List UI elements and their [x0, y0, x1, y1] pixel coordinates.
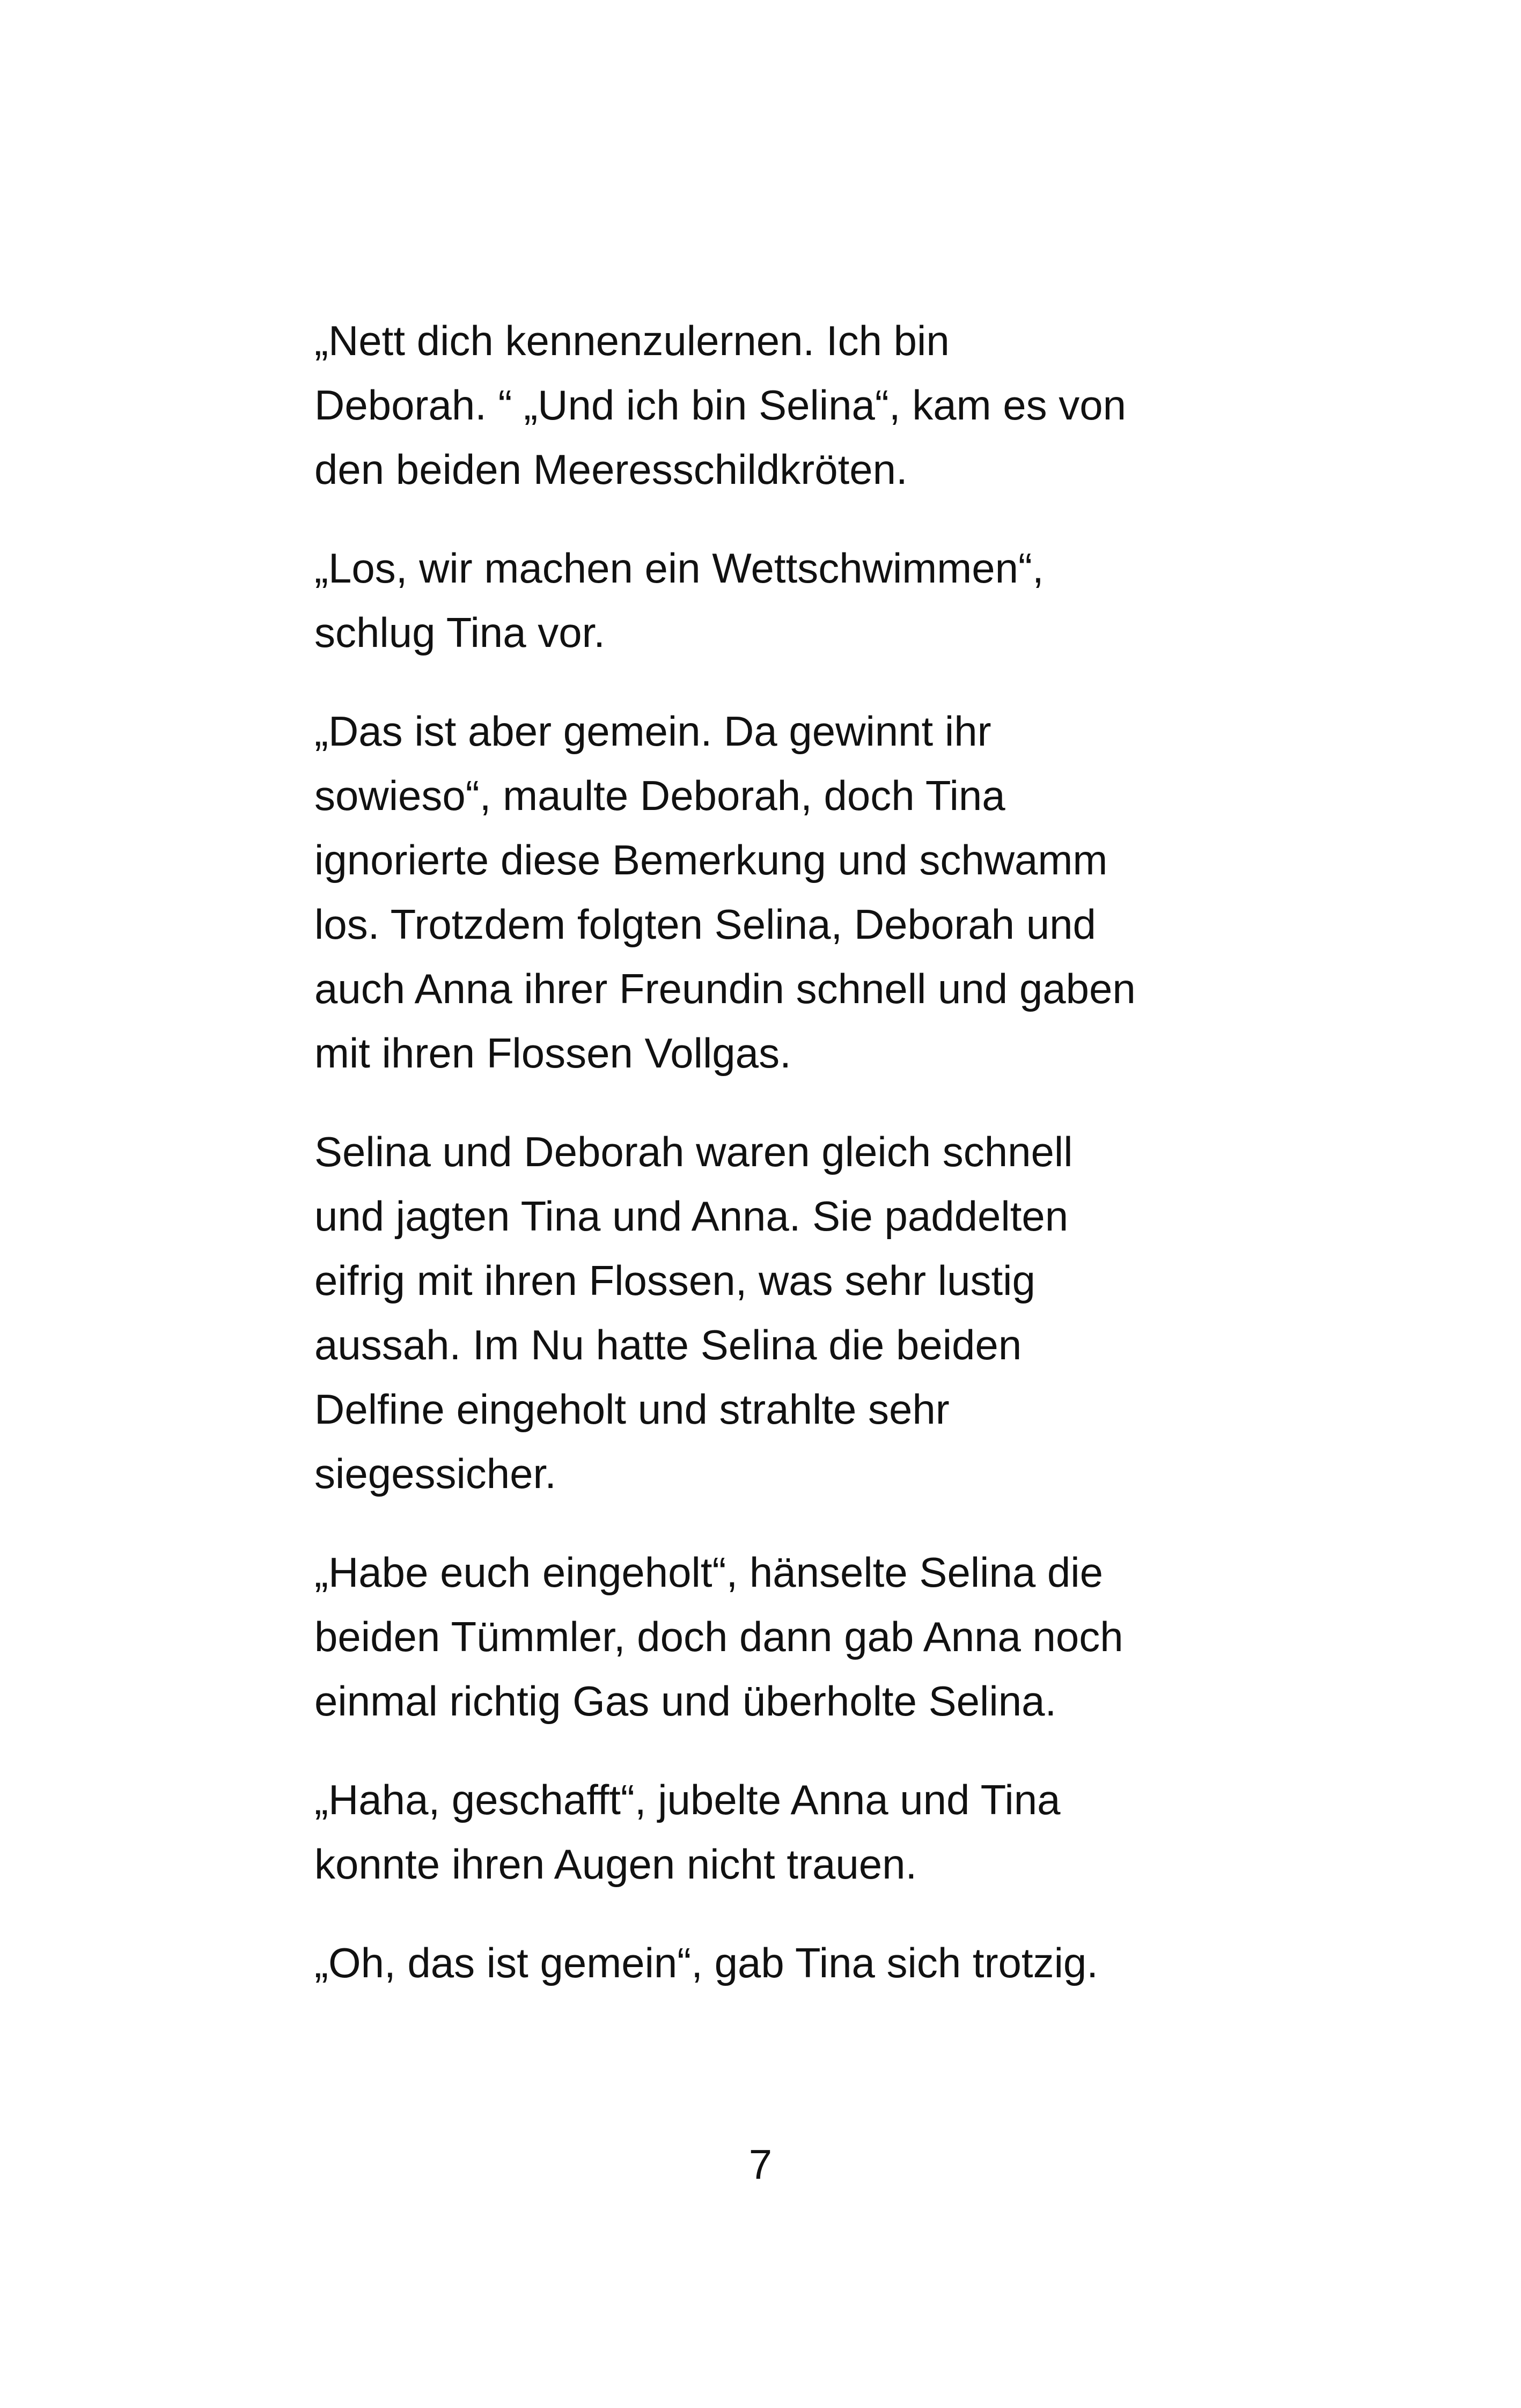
paragraph-1: „Nett dich kennenzulernen. Ich bin Deborah. “ „Und ich bin Selina“, kam es von den beiden Meeresschildkröten.: [314, 317, 1127, 493]
body-text: [314, 308, 1226, 2029]
page-number: 7: [748, 2141, 773, 2188]
paragraph-7: „Oh, das ist gemein“, gab Tina sich trotzig.: [314, 1939, 1098, 1986]
paragraph-2: „Los, wir machen ein Wettschwimmen“, schlug Tina vor.: [314, 544, 1044, 656]
paragraph-6: „Haha, geschafft“, jubelte Anna und Tina konnte ihren Augen nicht trauen.: [314, 1776, 1061, 1888]
paragraph-3: „Das ist aber gemein. Da gewinnt ihr sowieso“, maulte Deborah, doch Tina ignorierte diese Bemerkung und schwamm los. Trotzdem folgten Selina, Deborah und auch Anna ihrer Freundin schnell und gaben mit ihren Flossen Vollgas.: [314, 708, 1136, 1077]
paragraph-4: Selina und Deborah waren gleich schnell und jagten Tina und Anna. Sie paddelten eifrig mit ihren Flossen, was sehr lustig aussah. Im Nu hatte Selina die beiden Delfine eingeholt und strahlte sehr siegessicher.: [314, 1128, 1073, 1497]
paragraph-5: „Habe euch eingeholt“, hänselte Selina die beiden Tümmler, doch dann gab Anna noch einmal richtig Gas und überholte Selina.: [314, 1549, 1123, 1725]
